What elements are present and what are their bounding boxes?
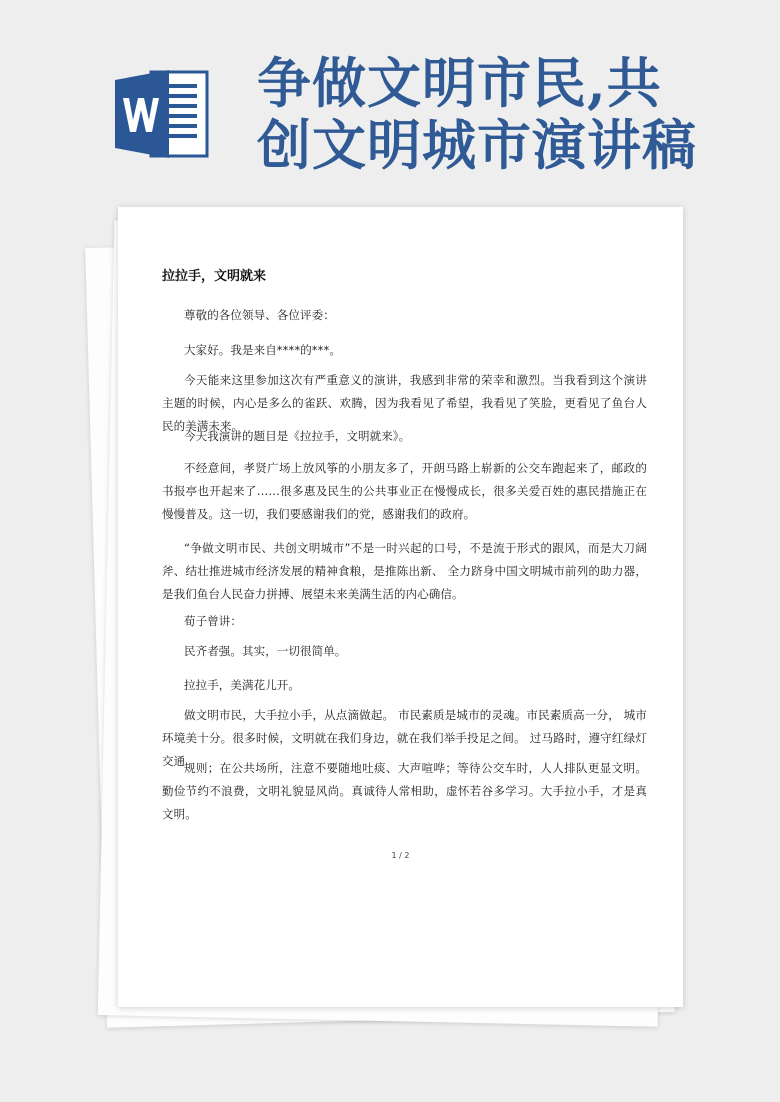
paragraph: “争做文明市民、共创文明城市”不是一时兴起的口号，不是流于形式的跟风，而是大刀阔斧、结壮推进城市经济发展的精神食粮，是推陈出新、 全力跻身中国文明城市前列的助力器，是我们鱼台人民奋力拼搏、展望未来美满生活的内心确信。 — [162, 541, 647, 601]
paragraph: 今天能来这里参加这次有严重意义的演讲，我感到非常的荣幸和激烈。当我看到这个演讲主题的时候，内心是多么的雀跃、欢腾，因为我看见了希望，我看见了笑脸，更看见了鱼台人民的美满未来。 — [162, 373, 647, 433]
paragraph: 规则；在公共场所，注意不要随地吐痰、大声喧哗；等待公交车时，人人排队更显文明。 勤俭节约不浪费，文明礼貌显风尚。真诚待人常相助，虚怀若谷多学习。大手拉小手，才是真文明。 — [162, 761, 647, 821]
paragraph: 尊敬的各位领导、各位评委： — [184, 308, 335, 322]
paragraph: 做文明市民，大手拉小手，从点滴做起。 市民素质是城市的灵魂。市民素质高一分， 城市环境美十分。很多时候，文明就在我们身边，就在我们举手投足之间。 过马路时，遵守红绿灯交通 — [162, 708, 647, 768]
word-document-icon — [113, 68, 209, 160]
header — [0, 0, 780, 200]
document-title-line-1: 争做文明市民,共 — [257, 51, 662, 115]
paragraph: 不经意间，孝贤广场上放风筝的小朋友多了，开朗马路上崭新的公交车跑起来了，邮政的书报亭也开起来了……很多惠及民生的公共事业正在慢慢成长，很多关爱百姓的惠民措施正在慢慢普及。这一切，我们要感谢我们的党，感谢我们的政府。 — [162, 461, 647, 521]
speech-title: 拉拉手，文明就来 — [162, 269, 267, 284]
paragraph: 拉拉手，美满花儿开。 — [184, 678, 300, 692]
paragraph: 今天我演讲的题目是《拉拉手，文明就来》。 — [184, 429, 411, 443]
document-page — [118, 207, 683, 1007]
document-title-line-2: 创文明城市演讲稿 — [257, 113, 697, 177]
paragraph: 大家好。我是来自****的***。 — [184, 343, 341, 357]
paragraph: 民齐者强。其实，一切很简单。 — [184, 644, 347, 658]
paragraph: 荀子曾讲： — [184, 614, 242, 628]
page-number: 1 / 2 — [391, 851, 410, 860]
